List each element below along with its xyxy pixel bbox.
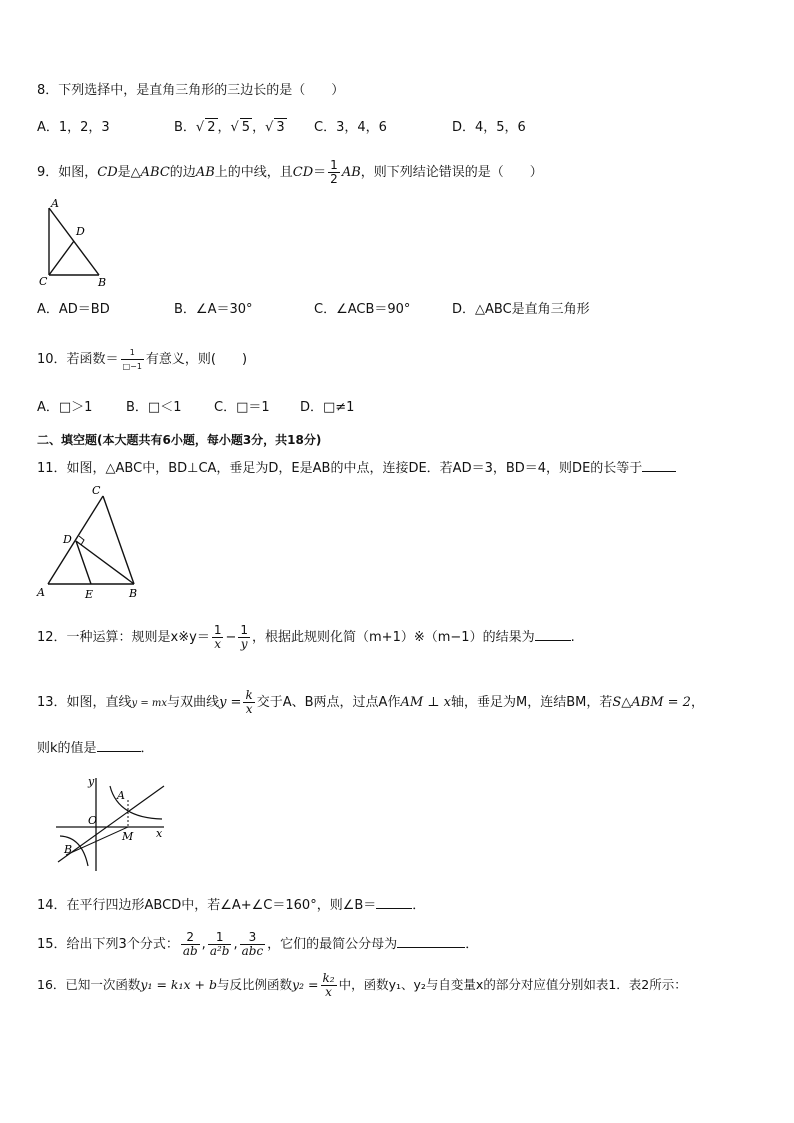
q9-option-b: B．∠A＝30° (174, 302, 253, 317)
label-d: D (76, 225, 85, 238)
q9-right-triangle-figure (36, 196, 112, 290)
q13-answer-blank (97, 737, 141, 752)
q8-option-b: B．√ 2 ，√ 5 ，√ 3 (174, 120, 285, 135)
q15-stem: 15．给出下列3个分式： $\frac{2}{ab}$ , $\frac{1}{\text{a²b}}$ , $\frac{3}{\text{abc}}$ ，它们的最简公分母为 ． (37, 930, 479, 958)
fraction-k2-over-x: $\frac{\text{k₂}}{x}$ (322, 971, 335, 999)
label-b: B (64, 843, 73, 856)
section-2-heading: 二、填空题(本大题共有6小题，每小题3分，共18分) (37, 433, 322, 447)
label-a: A (37, 586, 45, 599)
label-o: O (88, 814, 98, 827)
q14-stem: 14．在平行四边形ABCD中，若∠A+∠C＝160°，则∠B＝ ． (37, 894, 425, 915)
q10-option-b: B．□＜1 (126, 400, 182, 415)
sqrt-3: 3 (276, 120, 285, 135)
fraction-3-over-abc: $\frac{3}{\text{abc}}$ (241, 930, 264, 958)
label-x: x (156, 827, 163, 840)
label-b: B (98, 276, 107, 289)
fraction-k-over-x: $\frac{k}{x}$ (245, 688, 253, 716)
fraction-2-over-ab: $\frac{2}{ab}$ (182, 930, 198, 958)
label-a: A (51, 197, 59, 210)
fraction-1-over-x: $\frac{1}{x}$ (213, 623, 222, 651)
q8-option-c: C．3，4，6 (314, 120, 387, 135)
q10-option-c: C．□＝1 (214, 400, 270, 415)
q9-option-a: A．AD＝BD (37, 302, 110, 317)
label-d: D (63, 533, 72, 546)
label-m: M (122, 830, 134, 843)
q13-stem-line2: 则k的值是 ． (37, 737, 154, 758)
q10-option-a: A．□＞1 (37, 400, 93, 415)
q12-answer-blank (535, 626, 571, 641)
fraction-1-over-y: $\frac{1}{y}$ (240, 623, 249, 651)
label-y: y (88, 775, 95, 788)
q8-option-d: D．4，5，6 (452, 120, 526, 135)
q9-option-d: D．△ABC是直角三角形 (452, 302, 590, 317)
q12-stem: 12．一种运算：规则是x※y＝ $\frac{1}{x}$ − $\frac{1}{y}$ ，根据此规则化简（m+1）※（m−1）的结果为 . (37, 623, 575, 651)
sqrt-5: 5 (241, 120, 251, 135)
label-a: A (117, 789, 125, 802)
q16-stem: 16．已知一次函数y₁ = k₁x + b与反比例函数y₂ = $\frac{\text{k₂}}{x}$ 中，函数y₁、y₂与自变量x的部分对应值分别如表1．表2所示： (37, 971, 687, 999)
q13-stem: 13．如图，直线y = mx与双曲线y = $\frac{k}{x}$ 交于A、B两点，过点A作AM ⊥ x轴，垂足为M，连结BM，若S△ABM = 2， (37, 688, 704, 716)
q9-stem: 9．如图，CD是△ABC的边AB上的中线，且CD＝ $\frac{1}{2}$ AB，则下列结论错误的是（ ） (37, 158, 543, 186)
label-c: C (92, 484, 101, 497)
q9-option-c: C．∠ACB＝90° (314, 302, 411, 317)
q11-answer-blank (642, 457, 676, 472)
q11-triangle-figure (34, 482, 144, 600)
label-c: C (39, 275, 48, 288)
q10-option-d: D．□≠1 (300, 400, 355, 415)
fraction-one-half: $\frac{1}{2}$ (330, 158, 338, 186)
q8-stem: 8．下列选择中，是直角三角形的三边长的是（ ） (37, 83, 345, 98)
label-b: B (129, 587, 138, 600)
label-e: E (85, 588, 94, 600)
q8-option-a: A．1，2，3 (37, 120, 110, 135)
q11-stem: 11．如图，△ABC中，BD⊥CA，垂足为D，E是AB的中点，连接DE．若AD＝3，BD＝4，则DE的长等于 (37, 457, 676, 478)
q15-answer-blank (397, 933, 465, 948)
fraction-1-over-a2b: $\frac{1}{\text{a²b}}$ (209, 930, 230, 958)
fraction-1-over-box-minus-1: $\frac{1}{□-1}$ (122, 348, 142, 371)
q14-answer-blank (376, 894, 412, 909)
sqrt-2: 2 (207, 120, 216, 135)
q10-stem: 10．若函数＝ $\frac{1}{□-1}$ 有意义，则( ) (37, 348, 248, 371)
q13-hyperbola-graph (52, 774, 172, 874)
